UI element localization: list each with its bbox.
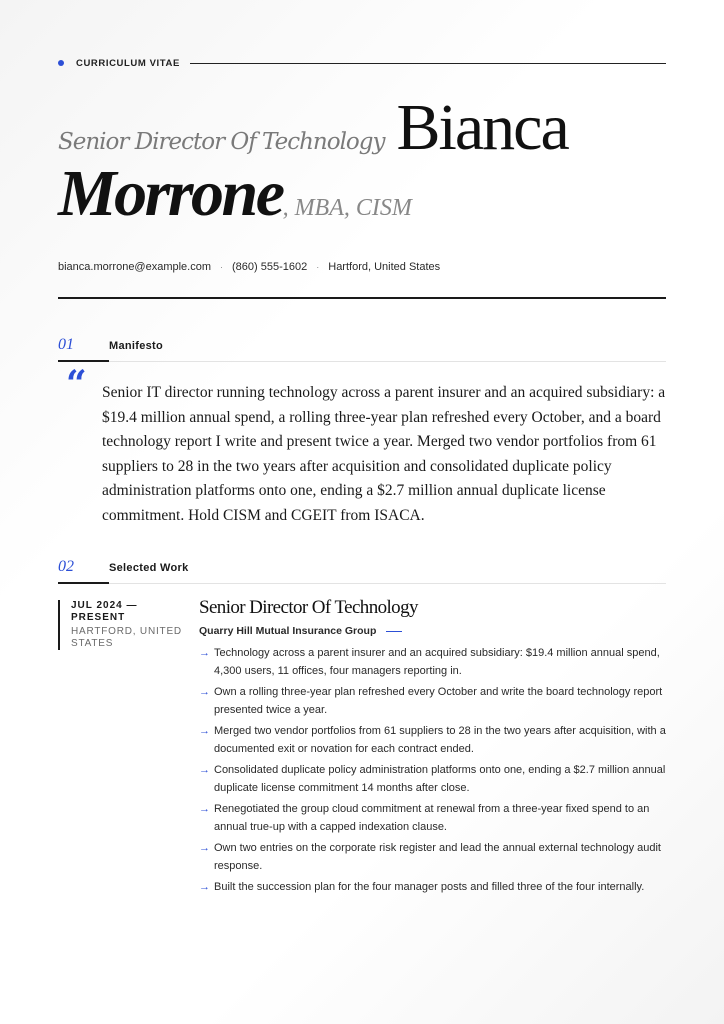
bullet-text: Technology across a parent insurer and an acquired subsidiary: $19.4 million annual spend, 4,300 users, 11 offices, four managers reporting in. <box>214 647 660 677</box>
header-divider <box>190 63 666 64</box>
cv-label-text: CURRICULUM VITAE <box>76 57 180 69</box>
company-line <box>199 625 669 637</box>
header-rule <box>58 297 666 299</box>
job-location: HARTFORD, UNITED STATES <box>71 626 182 649</box>
job-details <box>199 597 669 901</box>
section-header-manifesto <box>58 336 666 366</box>
job-bullets <box>199 645 669 897</box>
list-item <box>199 879 669 897</box>
job-date: JUL 2024 — PRESENT <box>71 600 138 623</box>
arrow-right-icon: → <box>199 647 210 659</box>
list-item <box>199 723 669 758</box>
company-name: Quarry Hill Mutual Insurance Group <box>199 625 377 637</box>
role-title: Senior Director Of Technology <box>58 129 385 155</box>
section-accent-rule <box>58 360 109 362</box>
phone-number[interactable]: (860) 555-1602 <box>232 261 308 273</box>
section-number: 02 <box>58 558 74 575</box>
section-divider <box>58 583 666 584</box>
section-header-work <box>58 558 666 588</box>
first-name: Bianca <box>396 91 568 164</box>
arrow-right-icon: → <box>199 725 210 737</box>
section-title: Manifesto <box>109 340 164 352</box>
job-meta <box>58 600 191 650</box>
bullet-text: Renegotiated the group cloud commitment at renewal from a three-year fixed spend to an annual true-up with a capped indexation clause. <box>214 803 650 833</box>
arrow-right-icon: → <box>199 686 210 698</box>
arrow-right-icon: → <box>199 881 210 893</box>
list-item <box>199 840 669 875</box>
bullet-text: Own a rolling three-year plan refreshed every October and write the board technology report presented twice a year. <box>214 686 663 716</box>
bullet-text: Merged two vendor portfolios from 61 suppliers to 28 in the two years after acquisition, with a documented exit or novation for each contract ended. <box>214 725 666 755</box>
quote-icon: “ <box>66 363 87 405</box>
section-accent-rule <box>58 582 109 584</box>
arrow-right-icon: → <box>199 803 210 815</box>
manifesto-text: Senior IT director running technology across a parent insurer and an acquired subsidiary: a $19.4 million annual spend, a rolling three-year plan refreshed every October, and a board technology report I write and present twice a year. Merged two vendor portfolios from 61 suppliers to 28 in the two years after acquisition and consolidated duplicate policy administration platforms onto one, ending a $2.7 million annual duplicate license commitment. Hold CISM and CGEIT from ISACA. <box>102 384 666 524</box>
list-item <box>199 684 669 719</box>
section-number: 01 <box>58 336 74 353</box>
section-title: Selected Work <box>109 562 189 574</box>
credentials-suffix: , MBA, CISM <box>282 195 412 221</box>
job-title: Senior Director Of Technology <box>199 597 418 618</box>
cv-header-label <box>58 56 666 70</box>
section-divider <box>58 361 666 362</box>
contact-line <box>58 261 440 273</box>
email-link[interactable]: bianca.morrone@example.com <box>58 261 212 273</box>
contact-separator: · <box>220 262 224 272</box>
contact-separator: · <box>316 262 320 272</box>
bullet-text: Consolidated duplicate policy administration platforms onto one, ending a $2.7 million annual duplicate license commitment 14 months after close. <box>214 764 666 794</box>
arrow-right-icon: → <box>199 842 210 854</box>
arrow-right-icon: → <box>199 764 210 776</box>
company-dash <box>386 631 402 632</box>
bullet-text: Own two entries on the corporate risk register and lead the annual external technology audit response. <box>214 842 661 872</box>
name-block <box>58 90 666 228</box>
list-item <box>199 645 669 680</box>
last-name: Morrone <box>58 157 283 230</box>
dot-icon <box>58 60 64 66</box>
location-text: Hartford, United States <box>328 261 441 273</box>
list-item <box>199 801 669 836</box>
list-item <box>199 762 669 797</box>
bullet-text: Built the succession plan for the four manager posts and filled three of the four internally. <box>214 881 645 893</box>
